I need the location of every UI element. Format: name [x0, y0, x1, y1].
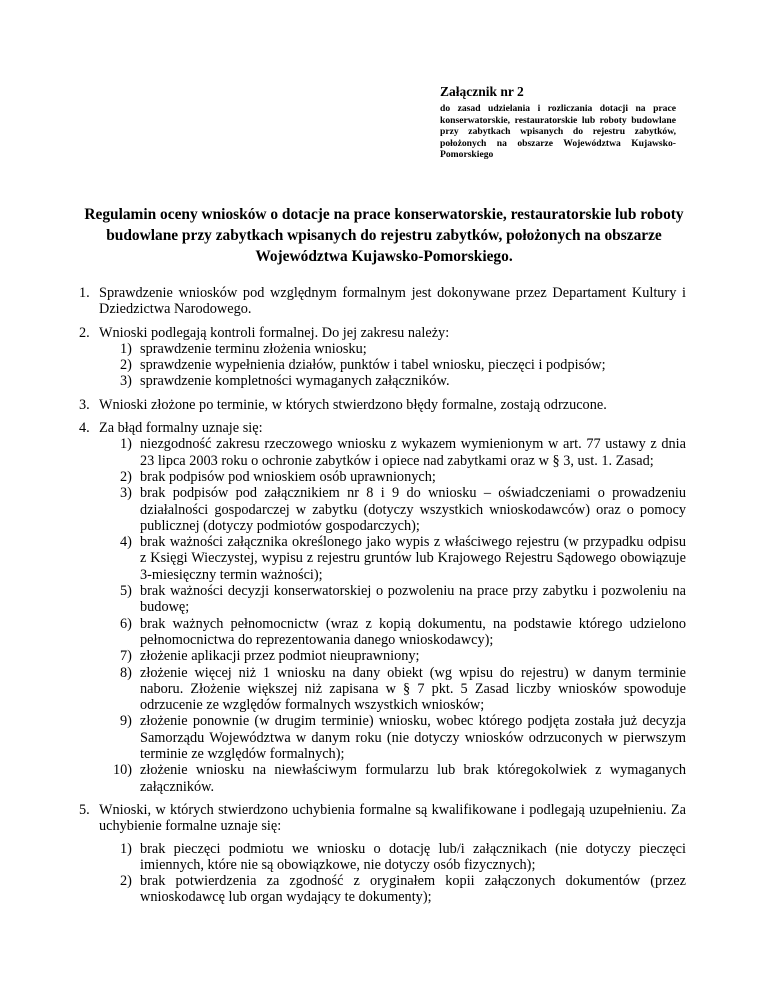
sub-item	[99, 583, 686, 616]
sub-item-text: brak podpisów pod załącznikiem nr 8 i 9 do wniosku – oświadczeniami o prowadzeniu działalności gospodarczej w zabytku (dotyczy wszystkich wnioskodawców) oraz o pomocy publicznej (dotyczy podmiotów gospodarczych);	[140, 485, 686, 534]
sub-item	[99, 873, 686, 906]
item-number: 5.	[79, 801, 90, 818]
sub-item-number: 5)	[120, 583, 132, 600]
sub-item-text: złożenie więcej niż 1 wniosku na dany obiekt (wg wpisu do rejestru) w danym terminie naboru. Złożenie większej niż zapisana w § 7 pkt. 5 Zasad liczby wniosków spowoduje odrzucenie ze względów formalnych wszystkich wniosków;	[140, 664, 686, 714]
annex-header	[440, 84, 676, 161]
sub-item-text: złożenie ponownie (w drugim terminie) wniosku, wobec którego podjęta została już decyzja Samorządu Województwa w danym roku (nie dotyczy wniosków odrzuconych w pierwszym terminie ze względów formalnych);	[140, 713, 686, 763]
sub-item-text: złożenie wniosku na niewłaściwym formularzu lub brak któregokolwiek z wymaganych załączników.	[140, 762, 686, 795]
regulation-body	[79, 285, 686, 913]
sub-item-text: złożenie aplikacji przez podmiot nieuprawniony;	[140, 648, 420, 665]
sub-item-text: brak pieczęci podmiotu we wniosku o dotację lub/i załącznikach (nie dotyczy pieczęci imiennych, które nie są obowiązkowe, nie dotyczy osób fizycznych);	[140, 840, 686, 873]
sub-item-text: brak ważności załącznika określonego jako wypis z właściwego rejestru (w przypadku odpisu z Księgi Wieczystej, wypisu z rejestru gruntów lub Krajowego Rejestru Sądowego obowiązuje 3-miesięczny termin ważności);	[140, 534, 686, 583]
item-text: Wnioski, w których stwierdzono uchybienia formalne są kwalifikowane i podlegają uzupełnieniu. Za uchybienie formalne uznaje się:	[99, 801, 686, 835]
regulation-item	[79, 325, 686, 390]
sub-item	[99, 841, 686, 874]
sub-item-number: 3)	[120, 373, 132, 390]
sub-item-list	[99, 341, 686, 390]
sub-item	[99, 762, 686, 795]
document-title: Regulamin oceny wniosków o dotacje na prace konserwatorskie, restauratorskie lub roboty budowlane przy zabytkach wpisanych do rejestru zabytków, położonych na obszarze Województwa Kujawsko-Pomorskiego.	[84, 206, 684, 265]
regulation-item	[79, 802, 686, 906]
sub-item	[99, 469, 686, 485]
item-text: Za błąd formalny uznaje się:	[99, 420, 263, 437]
sub-item-number: 2)	[120, 357, 132, 374]
sub-item-number: 2)	[120, 468, 132, 485]
sub-item-number: 1)	[120, 436, 132, 453]
sub-item-text: niezgodność zakresu rzeczowego wniosku z wykazem wymienionym w art. 77 ustawy z dnia 23 lipca 2003 roku o ochronie zabytków i opiece nad zabytkami oraz w § 3, ust. 1. Zasad;	[140, 436, 686, 469]
sub-item	[99, 341, 686, 357]
sub-item	[99, 648, 686, 664]
sub-item-number: 2)	[120, 873, 132, 890]
sub-item-text: brak podpisów pod wnioskiem osób uprawnionych;	[140, 468, 436, 485]
sub-item	[99, 665, 686, 714]
annex-subtitle: do zasad udzielania i rozliczania dotacji na prace konserwatorskie, restauratorskie lub roboty budowlane przy zabytkach wpisanych do rejestru zabytków, położonych na obszarze Województwa Kujawsko-Pomorskiego	[440, 103, 676, 161]
sub-item-number: 7)	[120, 648, 132, 665]
sub-item-number: 1)	[120, 840, 132, 857]
item-number: 2.	[79, 324, 90, 341]
sub-item-number: 4)	[120, 534, 132, 551]
sub-item	[99, 713, 686, 762]
sub-item	[99, 485, 686, 534]
regulation-list	[79, 285, 686, 906]
item-text: Wnioski podlegają kontroli formalnej. Do jej zakresu należy:	[99, 324, 450, 341]
sub-item-text: sprawdzenie wypełnienia działów, punktów i tabel wniosku, pieczęci i podpisów;	[140, 357, 606, 374]
sub-item	[99, 534, 686, 583]
sub-item-number: 9)	[120, 713, 132, 730]
item-text: Wnioski złożone po terminie, w których stwierdzono błędy formalne, zostają odrzucone.	[99, 396, 607, 413]
regulation-item	[79, 397, 686, 413]
sub-item	[99, 373, 686, 389]
sub-item-list	[99, 841, 686, 906]
sub-item-number: 3)	[120, 485, 132, 502]
sub-item-text: brak ważności decyzji konserwatorskiej o pozwoleniu na prace przy zabytku i pozwoleniu na budowę;	[140, 583, 686, 616]
sub-item-text: sprawdzenie kompletności wymaganych załączników.	[140, 373, 450, 390]
sub-item	[99, 616, 686, 649]
item-number: 1.	[79, 285, 90, 301]
item-text: Sprawdzenie wniosków pod względnym formalnym jest dokonywane przez Departament Kultury i Dziedzictwa Narodowego.	[99, 285, 686, 318]
sub-item-list	[99, 436, 686, 795]
sub-item-text: sprawdzenie terminu złożenia wniosku;	[140, 340, 367, 357]
item-number: 3.	[79, 396, 90, 413]
annex-title: Załącznik nr 2	[440, 84, 524, 99]
item-number: 4.	[79, 420, 90, 437]
regulation-item	[79, 285, 686, 318]
sub-item-text: brak ważnych pełnomocnictw (wraz z kopią dokumentu, na podstawie którego udzielono pełnomocnictwa do reprezentowania danego wnioskodawcy);	[140, 615, 686, 648]
regulation-item	[79, 420, 686, 795]
sub-item-number: 6)	[120, 615, 132, 632]
sub-item	[99, 436, 686, 469]
sub-item	[99, 357, 686, 373]
sub-item-number: 10)	[113, 762, 133, 779]
sub-item-number: 1)	[120, 340, 132, 357]
sub-item-number: 8)	[120, 664, 132, 681]
sub-item-text: brak potwierdzenia za zgodność z oryginałem kopii załączonych dokumentów (przez wnioskodawcę lub organ wydający te dokumenty);	[140, 873, 686, 906]
